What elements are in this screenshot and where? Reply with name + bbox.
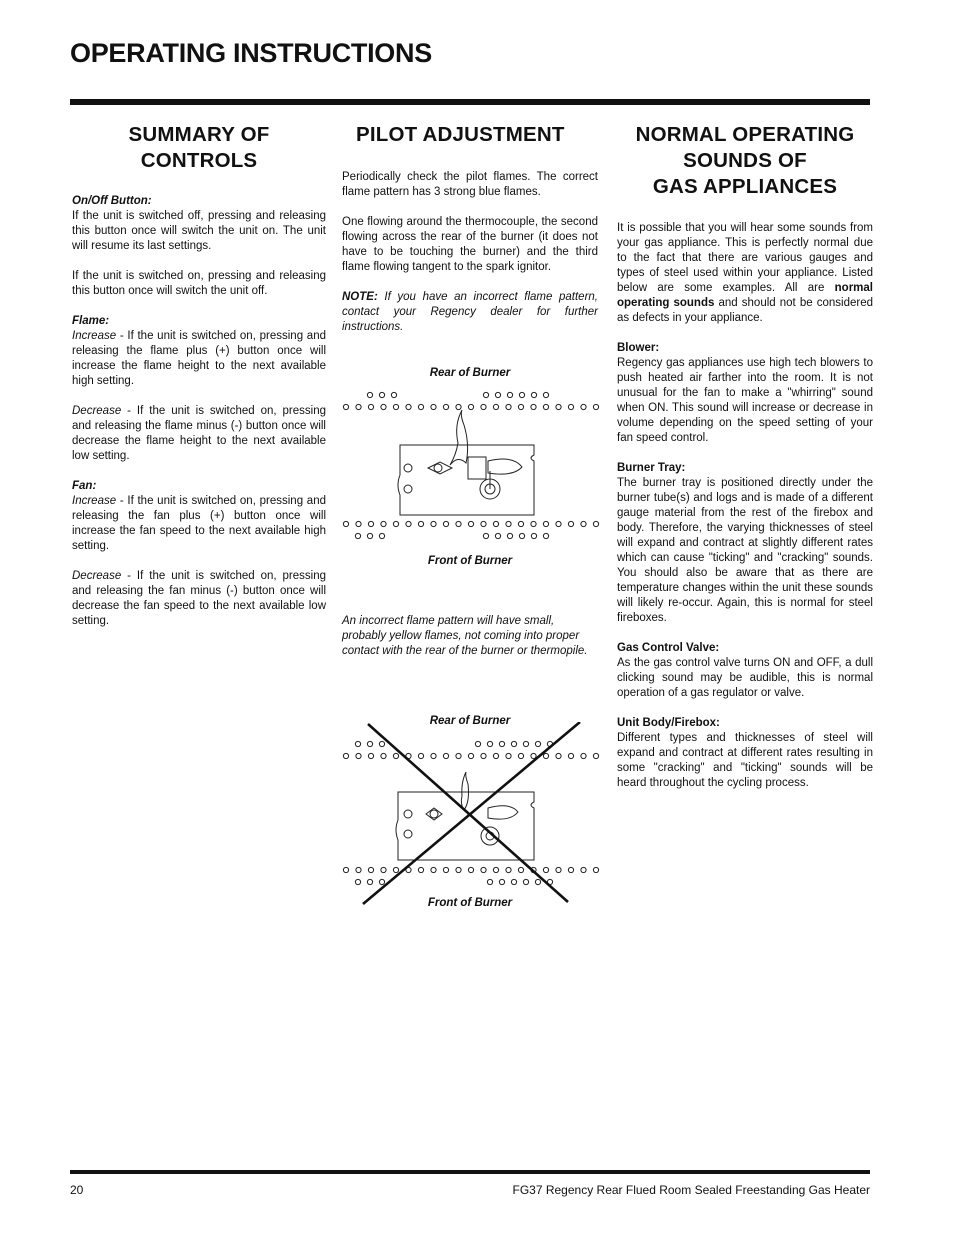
burner-port-dot bbox=[487, 741, 492, 746]
summary-heading-line1: SUMMARY OF bbox=[128, 123, 270, 146]
burner-port-dot bbox=[431, 753, 436, 758]
burner-port-dot bbox=[581, 867, 586, 872]
burner-port-dot bbox=[355, 741, 360, 746]
burner-port-dot bbox=[379, 741, 384, 746]
burner-port-dot bbox=[593, 753, 598, 758]
bottom-rule bbox=[70, 1170, 870, 1174]
burner-port-dot bbox=[507, 533, 512, 538]
burner-port-dot bbox=[581, 404, 586, 409]
burner-port-dot bbox=[506, 404, 511, 409]
burner-port-dot bbox=[506, 753, 511, 758]
fan-decrease-label: Decrease bbox=[72, 570, 122, 582]
incorrect-pattern-text: An incorrect flame pattern will have small, probably yellow flames, not coming into proper contact with the rear of the burner or thermopile. bbox=[342, 615, 588, 657]
burner-port-dot bbox=[443, 753, 448, 758]
burner-port-dot bbox=[531, 404, 536, 409]
burner-port-dot bbox=[381, 521, 386, 526]
summary-heading-line2: CONTROLS bbox=[140, 149, 258, 172]
burner-port-dot bbox=[523, 879, 528, 884]
burner-port-dot bbox=[506, 521, 511, 526]
burner-port-dot bbox=[518, 867, 523, 872]
burner-port-dot bbox=[483, 392, 488, 397]
burner-port-dot bbox=[418, 404, 423, 409]
onoff-text-1: If the unit is switched off, pressing and releasing this button once will switch the unit on. The unit will resume its last settings. bbox=[72, 210, 326, 252]
burner-port-dot bbox=[356, 404, 361, 409]
burner-port-dot bbox=[499, 879, 504, 884]
burner-port-dot bbox=[481, 404, 486, 409]
burner-port-dot bbox=[593, 867, 598, 872]
rear-of-burner-label: Rear of Burner bbox=[429, 367, 511, 379]
footer-document-title: FG37 Regency Rear Flued Room Sealed Freestanding Gas Heater bbox=[512, 1183, 870, 1197]
burner-port-dot bbox=[393, 867, 398, 872]
burner-port-dot bbox=[543, 404, 548, 409]
burner-port-dot bbox=[506, 867, 511, 872]
burner-port-dot bbox=[456, 753, 461, 758]
burner-port-dot bbox=[381, 753, 386, 758]
flame-decrease-text bbox=[72, 404, 326, 464]
burner-port-dot bbox=[343, 521, 348, 526]
burner-port-dot bbox=[468, 867, 473, 872]
sounds-heading-line3: GAS APPLIANCES bbox=[652, 175, 838, 198]
burner-port-dot bbox=[495, 392, 500, 397]
fan-label: Fan: bbox=[72, 480, 97, 492]
intro-bold: normal operating sounds bbox=[617, 282, 873, 309]
burner-port-dot bbox=[367, 741, 372, 746]
burner-port-dot bbox=[418, 867, 423, 872]
burner-port-dot bbox=[368, 753, 373, 758]
flame-increase-text bbox=[72, 329, 326, 389]
incorrect-flame-diagram bbox=[338, 722, 602, 908]
flame-increase-label: Increase bbox=[72, 330, 117, 342]
page-number: 20 bbox=[70, 1183, 84, 1197]
burner-port-dot bbox=[568, 404, 573, 409]
summary-column bbox=[72, 122, 326, 629]
burner-port-dot bbox=[518, 404, 523, 409]
burner-port-dot bbox=[531, 392, 536, 397]
flame-increase-body: - If the unit is switched on, pressing and releasing the flame plus (+) button once will increase the flame height to the next available high setting. bbox=[72, 330, 326, 387]
burner-port-dot bbox=[543, 867, 548, 872]
gas-valve-label: Gas Control Valve: bbox=[617, 642, 720, 654]
burner-port-dot bbox=[483, 533, 488, 538]
burner-port-dot bbox=[568, 753, 573, 758]
burner-port-dot bbox=[355, 533, 360, 538]
burner-port-dot bbox=[523, 741, 528, 746]
burner-port-dot bbox=[481, 753, 486, 758]
flame-decrease-body: - If the unit is switched on, pressing and releasing the flame minus (-) button once will decrease the flame height to the next available low setting. bbox=[72, 405, 326, 462]
burner-port-dot bbox=[406, 521, 411, 526]
burner-port-dot bbox=[379, 879, 384, 884]
blower-text: Regency gas appliances use high tech blowers to push heated air farther into the room. It is not unusual for the fan to make a "whirring" sound when ON. This sound will increase or decrease in volume depending on the speed setting of your fan speed control. bbox=[617, 357, 873, 444]
fan-increase-text bbox=[72, 494, 326, 554]
burner-port-dot bbox=[568, 867, 573, 872]
note-body: If you have an incorrect flame pattern, contact your Regency dealer for further instructions. bbox=[342, 291, 598, 333]
burner-port-dot bbox=[511, 879, 516, 884]
burner-port-dot bbox=[481, 867, 486, 872]
burner-port-dot bbox=[556, 404, 561, 409]
burner-port-dot bbox=[531, 533, 536, 538]
burner-port-dot bbox=[519, 533, 524, 538]
burner-port-dot bbox=[343, 867, 348, 872]
burner-port-dot bbox=[581, 521, 586, 526]
burner-port-dot bbox=[443, 404, 448, 409]
burner-port-dot bbox=[406, 404, 411, 409]
intro-part-a: It is possible that you will hear some sounds from your gas appliance. This is perfectly normal due to the fact that there are various gauges and types of steel used within your appliance. Listed below are some examples. All are bbox=[617, 222, 873, 294]
burner-port-dot bbox=[487, 879, 492, 884]
unit-body-text: Different types and thicknesses of steel will expand and contract at different rates resulting in some "cracking" and "ticking" sounds will be heard throughout the cycling process. bbox=[617, 732, 873, 789]
pilot-text-2: One flowing around the thermocouple, the second flowing across the rear of the burner (it does not have to be touching the burner) and the third flame flowing tangent to the spark ignitor. bbox=[342, 216, 598, 273]
burner-port-dot bbox=[518, 521, 523, 526]
onoff-text-2: If the unit is switched on, pressing and releasing this button once will switch the unit off. bbox=[72, 270, 326, 297]
burner-port-dot bbox=[356, 521, 361, 526]
burner-port-dot bbox=[493, 521, 498, 526]
burner-port-dot bbox=[568, 521, 573, 526]
burner-port-dot bbox=[367, 392, 372, 397]
burner-port-dot bbox=[593, 404, 598, 409]
fan-decrease-text bbox=[72, 569, 326, 629]
burner-port-dot bbox=[519, 392, 524, 397]
sounds-heading-line2: SOUNDS OF bbox=[683, 149, 807, 172]
burner-port-dot bbox=[495, 533, 500, 538]
burner-port-dot bbox=[556, 867, 561, 872]
correct-flame-diagram bbox=[338, 385, 602, 545]
burner-port-dot bbox=[356, 753, 361, 758]
burner-port-dot bbox=[368, 404, 373, 409]
onoff-label: On/Off Button: bbox=[72, 195, 152, 207]
burner-port-dot bbox=[379, 392, 384, 397]
burner-port-dot bbox=[493, 867, 498, 872]
fan-decrease-body: - If the unit is switched on, pressing and releasing the fan minus (-) button once will decrease the fan speed to the next available low setting. bbox=[72, 570, 326, 627]
burner-port-dot bbox=[381, 404, 386, 409]
burner-port-dot bbox=[356, 867, 361, 872]
burner-port-dot bbox=[393, 753, 398, 758]
burner-port-dot bbox=[391, 392, 396, 397]
burner-port-dot bbox=[543, 521, 548, 526]
sounds-heading bbox=[617, 122, 873, 200]
burner-port-dot bbox=[481, 521, 486, 526]
burner-port-dot bbox=[456, 867, 461, 872]
pilot-text-1: Periodically check the pilot flames. The correct flame pattern has 3 strong blue flames. bbox=[342, 171, 598, 198]
burner-port-dot bbox=[418, 753, 423, 758]
burner-port-dot bbox=[468, 404, 473, 409]
burner-tray-text: The burner tray is positioned directly under the burner tube(s) and logs and is made of a different gauge material from the rest of the firebox and body. Therefore, the varying thicknesses of steel will expand and contract at slightly different rates which can cause "ticking" and "cracking" sounds. You should also be aware that as there are temperature changes within the unit these sounds will likely re-occur. Again, this is normal for steel fireboxes. bbox=[617, 477, 873, 624]
burner-port-dot bbox=[367, 879, 372, 884]
pilot-note bbox=[342, 290, 598, 335]
burner-port-dot bbox=[543, 753, 548, 758]
burner-port-dot bbox=[343, 753, 348, 758]
burner-port-dot bbox=[393, 404, 398, 409]
burner-port-dot bbox=[535, 879, 540, 884]
burner-port-dot bbox=[556, 753, 561, 758]
sounds-column bbox=[617, 122, 873, 791]
burner-port-dot bbox=[511, 741, 516, 746]
front-of-burner-label: Front of Burner bbox=[427, 555, 513, 567]
note-label: NOTE: bbox=[342, 291, 378, 303]
intro-part-b: and should not be considered as defects in your appliance. bbox=[617, 297, 873, 324]
fan-increase-body: - If the unit is switched on, pressing and releasing the fan plus (+) button once will increase the fan speed to the next available high setting. bbox=[72, 495, 326, 552]
burner-port-dot bbox=[499, 741, 504, 746]
burner-port-dot bbox=[475, 741, 480, 746]
burner-port-dot bbox=[418, 521, 423, 526]
burner-port-dot bbox=[543, 392, 548, 397]
burner-port-dot bbox=[468, 521, 473, 526]
burner-tray-label: Burner Tray: bbox=[617, 462, 686, 474]
burner-port-dot bbox=[593, 521, 598, 526]
burner-port-dot bbox=[443, 521, 448, 526]
burner-port-dot bbox=[456, 404, 461, 409]
gas-valve-text: As the gas control valve turns ON and OFF, a dull clicking sound may be audible, this is normal operation of a gas regulator or valve. bbox=[617, 657, 873, 699]
burner-port-dot bbox=[468, 753, 473, 758]
burner-port-dot bbox=[456, 521, 461, 526]
burner-port-dot bbox=[381, 867, 386, 872]
front-of-burner-label-2: Front of Burner bbox=[427, 897, 513, 909]
burner-port-dot bbox=[581, 753, 586, 758]
burner-port-dot bbox=[368, 867, 373, 872]
burner-port-dot bbox=[535, 741, 540, 746]
unit-body-label: Unit Body/Firebox: bbox=[617, 717, 720, 729]
burner-port-dot bbox=[343, 404, 348, 409]
fan-increase-label: Increase bbox=[72, 495, 117, 507]
rear-of-burner-label-2: Rear of Burner bbox=[429, 715, 511, 727]
burner-port-dot bbox=[367, 533, 372, 538]
burner-port-dot bbox=[507, 392, 512, 397]
sounds-heading-line1: NORMAL OPERATING bbox=[635, 123, 855, 146]
burner-port-dot bbox=[379, 533, 384, 538]
flame-label: Flame: bbox=[72, 315, 110, 327]
burner-port-dot bbox=[531, 521, 536, 526]
pilot-column bbox=[342, 122, 598, 335]
summary-heading bbox=[72, 122, 326, 174]
burner-port-dot bbox=[355, 879, 360, 884]
burner-port-dot bbox=[393, 521, 398, 526]
burner-port-dot bbox=[493, 404, 498, 409]
burner-port-dot bbox=[556, 521, 561, 526]
burner-port-dot bbox=[518, 753, 523, 758]
pilot-heading: PILOT ADJUSTMENT bbox=[356, 123, 565, 146]
burner-port-dot bbox=[443, 867, 448, 872]
burner-port-dot bbox=[431, 404, 436, 409]
burner-port-dot bbox=[543, 533, 548, 538]
blower-label: Blower: bbox=[617, 342, 660, 354]
flame-decrease-label: Decrease bbox=[72, 405, 122, 417]
burner-port-dot bbox=[493, 753, 498, 758]
burner-port-dot bbox=[368, 521, 373, 526]
sounds-intro bbox=[617, 221, 873, 326]
page-title: OPERATING INSTRUCTIONS bbox=[70, 38, 432, 68]
burner-port-dot bbox=[431, 521, 436, 526]
top-rule bbox=[70, 99, 870, 105]
burner-port-dot bbox=[431, 867, 436, 872]
